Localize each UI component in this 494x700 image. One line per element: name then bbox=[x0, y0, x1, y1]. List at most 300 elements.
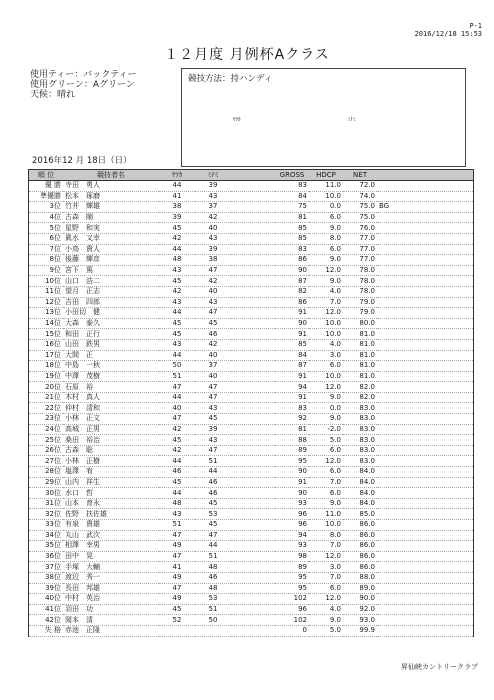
spacer-cell bbox=[231, 297, 275, 308]
net-cell: 83.0 bbox=[343, 424, 377, 435]
net-cell: 84.0 bbox=[343, 477, 377, 488]
spacer-cell bbox=[231, 414, 275, 425]
course-a-score-cell: 45 bbox=[159, 435, 195, 446]
player-name-cell: 塩澤 宥 bbox=[63, 467, 159, 478]
gross-cell: 83 bbox=[275, 403, 309, 414]
course-a-score-cell: 45 bbox=[159, 604, 195, 615]
player-name-cell: 小林 正文 bbox=[63, 414, 159, 425]
course-b-score-cell: 44 bbox=[195, 541, 231, 552]
course-a-score-cell: 39 bbox=[159, 212, 195, 223]
spacer-cell bbox=[231, 456, 275, 467]
table-row bbox=[29, 276, 474, 287]
course-a-score-cell: 42 bbox=[159, 445, 195, 456]
spacer-cell bbox=[231, 392, 275, 403]
net-cell: 78.0 bbox=[343, 265, 377, 276]
hdcp-cell: 9.0 bbox=[309, 414, 343, 425]
rank-cell: 31位 bbox=[29, 498, 64, 509]
gross-cell: 96 bbox=[275, 520, 309, 531]
course-b-score-cell: 51 bbox=[195, 456, 231, 467]
spacer-cell bbox=[231, 265, 275, 276]
table-row bbox=[29, 551, 474, 562]
note-cell bbox=[377, 191, 474, 202]
net-cell: 81.0 bbox=[343, 350, 377, 361]
spacer-cell bbox=[231, 530, 275, 541]
spacer-cell bbox=[231, 488, 275, 499]
net-cell: 86.0 bbox=[343, 520, 377, 531]
gross-cell: 75 bbox=[275, 202, 309, 213]
course-b-score-cell: 42 bbox=[195, 276, 231, 287]
rank-cell: 11位 bbox=[29, 286, 64, 297]
net-cell: 86.0 bbox=[343, 562, 377, 573]
hdcp-cell: 6.0 bbox=[309, 212, 343, 223]
hdcp-cell: 11.0 bbox=[309, 181, 343, 192]
hdcp-cell: 8.0 bbox=[309, 233, 343, 244]
note-cell bbox=[377, 615, 474, 626]
page-title: １２月度 月例杯Aクラス bbox=[164, 47, 330, 63]
hdcp-cell: 10.0 bbox=[309, 371, 343, 382]
net-cell: 84.0 bbox=[343, 488, 377, 499]
net-cell: 80.0 bbox=[343, 318, 377, 329]
course-a-score-cell: 41 bbox=[159, 191, 195, 202]
hdcp-cell: 11.0 bbox=[309, 509, 343, 520]
course-b-score-cell: 39 bbox=[195, 424, 231, 435]
course-b-score-cell: 47 bbox=[195, 265, 231, 276]
spacer-cell bbox=[231, 244, 275, 255]
course-b-score-cell: 51 bbox=[195, 551, 231, 562]
hdcp-cell: 9.0 bbox=[309, 498, 343, 509]
table-row bbox=[29, 572, 474, 583]
course-a-score-cell: 43 bbox=[159, 297, 195, 308]
course-a-score-cell: 52 bbox=[159, 615, 195, 626]
table-header-row bbox=[29, 170, 474, 181]
player-name-cell: 丸山 武次 bbox=[63, 530, 159, 541]
rank-cell: 優 勝 bbox=[29, 181, 64, 192]
table-row bbox=[29, 604, 474, 615]
hdcp-cell: 0.0 bbox=[309, 403, 343, 414]
gross-cell: 90 bbox=[275, 488, 309, 499]
note-cell bbox=[377, 233, 474, 244]
hdcp-cell: 6.0 bbox=[309, 583, 343, 594]
table-row bbox=[29, 286, 474, 297]
gross-cell: 95 bbox=[275, 583, 309, 594]
rank-cell: 29位 bbox=[29, 477, 64, 488]
rank-cell: 4位 bbox=[29, 212, 64, 223]
spacer-cell bbox=[231, 181, 275, 192]
note-cell bbox=[377, 509, 474, 520]
gross-cell: 94 bbox=[275, 382, 309, 393]
course-a-score-cell: 46 bbox=[159, 467, 195, 478]
course-a-label: ﾔﾜｶ bbox=[233, 117, 241, 123]
net-cell: 99.9 bbox=[343, 625, 377, 636]
note-cell bbox=[377, 371, 474, 382]
net-cell: 83.0 bbox=[343, 414, 377, 425]
course-b-score-cell: 40 bbox=[195, 350, 231, 361]
table-body bbox=[29, 181, 474, 637]
spacer-cell bbox=[231, 371, 275, 382]
weather-info: 天候：晴れ bbox=[30, 90, 76, 100]
gross-cell: 89 bbox=[275, 445, 309, 456]
course-a-score-cell: 47 bbox=[159, 382, 195, 393]
table-row bbox=[29, 233, 474, 244]
note-cell bbox=[377, 530, 474, 541]
hdcp-cell: 12.0 bbox=[309, 382, 343, 393]
note-cell bbox=[377, 329, 474, 340]
course-a-score-cell: 51 bbox=[159, 371, 195, 382]
player-name-cell: 石原 裕 bbox=[63, 382, 159, 393]
net-cell: 83.0 bbox=[343, 403, 377, 414]
hdcp-cell: 7.0 bbox=[309, 297, 343, 308]
tee-info: 使用ティー：バックティー bbox=[30, 70, 137, 80]
table-row bbox=[29, 562, 474, 573]
course-a-score-cell: 44 bbox=[159, 456, 195, 467]
table-row bbox=[29, 509, 474, 520]
course-b-score-cell: 47 bbox=[195, 392, 231, 403]
rank-cell: 12位 bbox=[29, 297, 64, 308]
hdcp-cell: 6.0 bbox=[309, 445, 343, 456]
table-row bbox=[29, 329, 474, 340]
player-name-cell: 高城 正男 bbox=[63, 424, 159, 435]
hdcp-cell: 10.0 bbox=[309, 520, 343, 531]
net-cell: 78.0 bbox=[343, 286, 377, 297]
spacer-cell bbox=[231, 276, 275, 287]
note-cell bbox=[377, 339, 474, 350]
course-a-score-cell: 47 bbox=[159, 414, 195, 425]
net-cell: 81.0 bbox=[343, 361, 377, 372]
hdcp-cell: 4.0 bbox=[309, 339, 343, 350]
player-name-cell: 松本 琢磨 bbox=[63, 191, 159, 202]
gross-cell: 85 bbox=[275, 233, 309, 244]
spacer-cell bbox=[231, 615, 275, 626]
hdcp-cell: 12.0 bbox=[309, 308, 343, 319]
hdcp-cell: 6.0 bbox=[309, 467, 343, 478]
rank-cell: 17位 bbox=[29, 350, 64, 361]
player-name-cell: 山内 祥生 bbox=[63, 477, 159, 488]
rank-cell: 19位 bbox=[29, 371, 64, 382]
net-cell: 84.0 bbox=[343, 498, 377, 509]
course-b-score-cell: 42 bbox=[195, 212, 231, 223]
gross-cell: 92 bbox=[275, 414, 309, 425]
rank-cell: 準優勝 bbox=[29, 191, 64, 202]
player-name-cell: 眞水 又幸 bbox=[63, 233, 159, 244]
gross-cell: 86 bbox=[275, 255, 309, 266]
rank-cell: 41位 bbox=[29, 604, 64, 615]
player-name-cell: 古森 聡 bbox=[63, 445, 159, 456]
hdcp-cell: 9.0 bbox=[309, 255, 343, 266]
course-a-score-cell: 45 bbox=[159, 276, 195, 287]
table-row bbox=[29, 435, 474, 446]
note-cell bbox=[377, 477, 474, 488]
spacer-cell bbox=[231, 308, 275, 319]
net-cell: 77.0 bbox=[343, 244, 377, 255]
rank-cell: 13位 bbox=[29, 308, 64, 319]
course-a-score-cell: 45 bbox=[159, 329, 195, 340]
note-cell bbox=[377, 594, 474, 605]
course-b-score-cell: 47 bbox=[195, 382, 231, 393]
gross-cell: 83 bbox=[275, 181, 309, 192]
course-b-score-cell: 43 bbox=[195, 435, 231, 446]
spacer-cell bbox=[231, 625, 275, 636]
table-row bbox=[29, 297, 474, 308]
course-a-score-cell: 38 bbox=[159, 202, 195, 213]
rank-cell: 21位 bbox=[29, 392, 64, 403]
player-name-cell: 有泉 貴雄 bbox=[63, 520, 159, 531]
player-name-cell: 桑田 裕治 bbox=[63, 435, 159, 446]
course-a-score-cell: 43 bbox=[159, 339, 195, 350]
gross-cell: 82 bbox=[275, 286, 309, 297]
gross-cell: 88 bbox=[275, 435, 309, 446]
table-row bbox=[29, 424, 474, 435]
rank-cell: 失 格 bbox=[29, 625, 64, 636]
course-a-score-cell: 45 bbox=[159, 318, 195, 329]
course-b-score-cell: 40 bbox=[195, 286, 231, 297]
table-row bbox=[29, 583, 474, 594]
note-cell bbox=[377, 498, 474, 509]
course-a-score-cell: 45 bbox=[159, 477, 195, 488]
player-name-cell: 大森 泰久 bbox=[63, 318, 159, 329]
gross-cell: 96 bbox=[275, 604, 309, 615]
spacer-cell bbox=[231, 212, 275, 223]
table-row bbox=[29, 615, 474, 626]
hdcp-cell: 9.0 bbox=[309, 223, 343, 234]
header-course-b: ﾐﾅﾐ bbox=[195, 170, 231, 181]
course-b-score-cell: 39 bbox=[195, 244, 231, 255]
table-row bbox=[29, 202, 474, 213]
net-cell: 83.0 bbox=[343, 445, 377, 456]
spacer-cell bbox=[231, 382, 275, 393]
spacer-cell bbox=[231, 551, 275, 562]
rank-cell: 8位 bbox=[29, 255, 64, 266]
course-a-score-cell: 44 bbox=[159, 392, 195, 403]
gross-cell: 0 bbox=[275, 625, 309, 636]
results-table bbox=[28, 169, 474, 637]
note-cell bbox=[377, 318, 474, 329]
rank-cell: 16位 bbox=[29, 339, 64, 350]
hdcp-cell: -2.0 bbox=[309, 424, 343, 435]
course-b-score-cell: 46 bbox=[195, 488, 231, 499]
course-a-score-cell: 44 bbox=[159, 244, 195, 255]
course-a-score-cell: 42 bbox=[159, 233, 195, 244]
gross-cell: 85 bbox=[275, 339, 309, 350]
note-cell bbox=[377, 488, 474, 499]
player-name-cell: 古森 剛 bbox=[63, 212, 159, 223]
course-b-score-cell: 43 bbox=[195, 191, 231, 202]
note-cell bbox=[377, 551, 474, 562]
hdcp-cell: 0.0 bbox=[309, 202, 343, 213]
net-cell: 86.0 bbox=[343, 551, 377, 562]
player-name-cell: 赤池 正隆 bbox=[63, 625, 159, 636]
net-cell: 86.0 bbox=[343, 541, 377, 552]
spacer-cell bbox=[231, 594, 275, 605]
hdcp-cell: 7.0 bbox=[309, 572, 343, 583]
spacer-cell bbox=[231, 435, 275, 446]
note-cell bbox=[377, 467, 474, 478]
note-cell bbox=[377, 520, 474, 531]
rank-cell: 30位 bbox=[29, 488, 64, 499]
course-b-score-cell bbox=[195, 625, 231, 636]
course-b-score-cell: 45 bbox=[195, 498, 231, 509]
course-b-score-cell: 43 bbox=[195, 297, 231, 308]
course-b-score-cell: 45 bbox=[195, 520, 231, 531]
spacer-cell bbox=[231, 572, 275, 583]
gross-cell: 95 bbox=[275, 456, 309, 467]
course-b-score-cell: 43 bbox=[195, 233, 231, 244]
table-row bbox=[29, 445, 474, 456]
gross-cell: 96 bbox=[275, 509, 309, 520]
hdcp-cell: 4.0 bbox=[309, 604, 343, 615]
rank-cell: 20位 bbox=[29, 382, 64, 393]
spacer-cell bbox=[231, 477, 275, 488]
course-a-score-cell: 47 bbox=[159, 530, 195, 541]
net-cell: 90.0 bbox=[343, 594, 377, 605]
course-a-score-cell: 42 bbox=[159, 424, 195, 435]
net-cell: 72.0 bbox=[343, 181, 377, 192]
spacer-cell bbox=[231, 339, 275, 350]
note-cell bbox=[377, 562, 474, 573]
header-spacer bbox=[231, 170, 275, 181]
gross-cell: 93 bbox=[275, 541, 309, 552]
hdcp-cell: 12.0 bbox=[309, 456, 343, 467]
gross-cell: 87 bbox=[275, 276, 309, 287]
table-row bbox=[29, 594, 474, 605]
rank-cell: 24位 bbox=[29, 424, 64, 435]
course-b-score-cell: 43 bbox=[195, 403, 231, 414]
net-cell: 77.0 bbox=[343, 255, 377, 266]
table-row bbox=[29, 625, 474, 636]
gross-cell: 86 bbox=[275, 297, 309, 308]
course-b-score-cell: 47 bbox=[195, 308, 231, 319]
player-name-cell: 相澤 幸男 bbox=[63, 541, 159, 552]
rank-cell: 40位 bbox=[29, 594, 64, 605]
player-name-cell: 星野 和実 bbox=[63, 223, 159, 234]
course-b-score-cell: 40 bbox=[195, 223, 231, 234]
net-cell: 81.0 bbox=[343, 329, 377, 340]
net-cell: 82.0 bbox=[343, 392, 377, 403]
header-course-a: ﾔﾜｶ bbox=[159, 170, 195, 181]
gross-cell: 90 bbox=[275, 265, 309, 276]
hdcp-cell: 6.0 bbox=[309, 488, 343, 499]
net-cell: 74.0 bbox=[343, 191, 377, 202]
course-b-score-cell: 37 bbox=[195, 361, 231, 372]
note-cell bbox=[377, 625, 474, 636]
player-name-cell: 竹井 輝雄 bbox=[63, 202, 159, 213]
table-row bbox=[29, 318, 474, 329]
player-name-cell: 渡辺 秀一 bbox=[63, 572, 159, 583]
note-cell bbox=[377, 604, 474, 615]
table-row bbox=[29, 488, 474, 499]
spacer-cell bbox=[231, 318, 275, 329]
course-b-score-cell: 45 bbox=[195, 414, 231, 425]
table-row bbox=[29, 361, 474, 372]
gross-cell: 81 bbox=[275, 212, 309, 223]
note-cell bbox=[377, 212, 474, 223]
net-cell: 92.0 bbox=[343, 604, 377, 615]
hdcp-cell: 12.0 bbox=[309, 594, 343, 605]
page-number: P-1 bbox=[469, 22, 482, 30]
player-name-cell: 木村 真人 bbox=[63, 392, 159, 403]
course-b-score-cell: 46 bbox=[195, 572, 231, 583]
table-row bbox=[29, 403, 474, 414]
hdcp-cell: 3.0 bbox=[309, 350, 343, 361]
note-cell bbox=[377, 445, 474, 456]
event-date: 2016年12 月 18日（日） bbox=[32, 156, 132, 166]
gross-cell: 95 bbox=[275, 572, 309, 583]
header-rank: 順 位 bbox=[29, 170, 64, 181]
spacer-cell bbox=[231, 255, 275, 266]
rank-cell: 35位 bbox=[29, 541, 64, 552]
table-row bbox=[29, 244, 474, 255]
course-b-score-cell: 53 bbox=[195, 594, 231, 605]
rank-cell: 5位 bbox=[29, 223, 64, 234]
course-a-score-cell: 49 bbox=[159, 541, 195, 552]
net-cell: 83.0 bbox=[343, 435, 377, 446]
rank-cell: 10位 bbox=[29, 276, 64, 287]
net-cell: 81.0 bbox=[343, 371, 377, 382]
rank-cell: 42位 bbox=[29, 615, 64, 626]
player-name-cell: 吉田 四郎 bbox=[63, 297, 159, 308]
course-b-score-cell: 47 bbox=[195, 530, 231, 541]
table-row bbox=[29, 467, 474, 478]
rank-cell: 27位 bbox=[29, 456, 64, 467]
table-row bbox=[29, 191, 474, 202]
net-cell: 84.0 bbox=[343, 467, 377, 478]
table-row bbox=[29, 382, 474, 393]
hdcp-cell: 5.0 bbox=[309, 435, 343, 446]
note-cell bbox=[377, 403, 474, 414]
player-name-cell: 望月 正志 bbox=[63, 286, 159, 297]
gross-cell: 87 bbox=[275, 361, 309, 372]
note-cell bbox=[377, 297, 474, 308]
course-b-score-cell: 46 bbox=[195, 329, 231, 340]
course-a-score-cell: 50 bbox=[159, 361, 195, 372]
player-name-cell: 後藤 輝彦 bbox=[63, 255, 159, 266]
spacer-cell bbox=[231, 445, 275, 456]
gross-cell: 81 bbox=[275, 424, 309, 435]
course-b-label: ﾐﾅﾐ bbox=[348, 117, 356, 123]
course-a-score-cell: 42 bbox=[159, 286, 195, 297]
player-name-cell: 岡本 清 bbox=[63, 615, 159, 626]
note-cell bbox=[377, 350, 474, 361]
player-name-cell: 和田 正行 bbox=[63, 329, 159, 340]
course-a-score-cell: 47 bbox=[159, 583, 195, 594]
competition-method: 競技方法：持ハンディ bbox=[188, 74, 273, 84]
player-name-cell: 寺田 勇人 bbox=[63, 181, 159, 192]
gross-cell: 91 bbox=[275, 392, 309, 403]
table-row bbox=[29, 339, 474, 350]
rank-cell: 3位 bbox=[29, 202, 64, 213]
note-cell bbox=[377, 572, 474, 583]
net-cell: 82.0 bbox=[343, 382, 377, 393]
course-a-score-cell: 43 bbox=[159, 265, 195, 276]
table-row bbox=[29, 530, 474, 541]
note-cell bbox=[377, 456, 474, 467]
note-cell bbox=[377, 276, 474, 287]
note-cell bbox=[377, 255, 474, 266]
player-name-cell: 宮下 篤 bbox=[63, 265, 159, 276]
player-name-cell: 中島 一秋 bbox=[63, 361, 159, 372]
hdcp-cell: 3.0 bbox=[309, 562, 343, 573]
spacer-cell bbox=[231, 541, 275, 552]
spacer-cell bbox=[231, 403, 275, 414]
spacer-cell bbox=[231, 329, 275, 340]
course-a-score-cell: 48 bbox=[159, 498, 195, 509]
course-a-score-cell: 43 bbox=[159, 509, 195, 520]
player-name-cell: 山口 浩二 bbox=[63, 276, 159, 287]
rank-cell: 22位 bbox=[29, 403, 64, 414]
course-a-score-cell: 47 bbox=[159, 551, 195, 562]
note-cell bbox=[377, 424, 474, 435]
note-cell bbox=[377, 583, 474, 594]
hdcp-cell: 5.0 bbox=[309, 625, 343, 636]
